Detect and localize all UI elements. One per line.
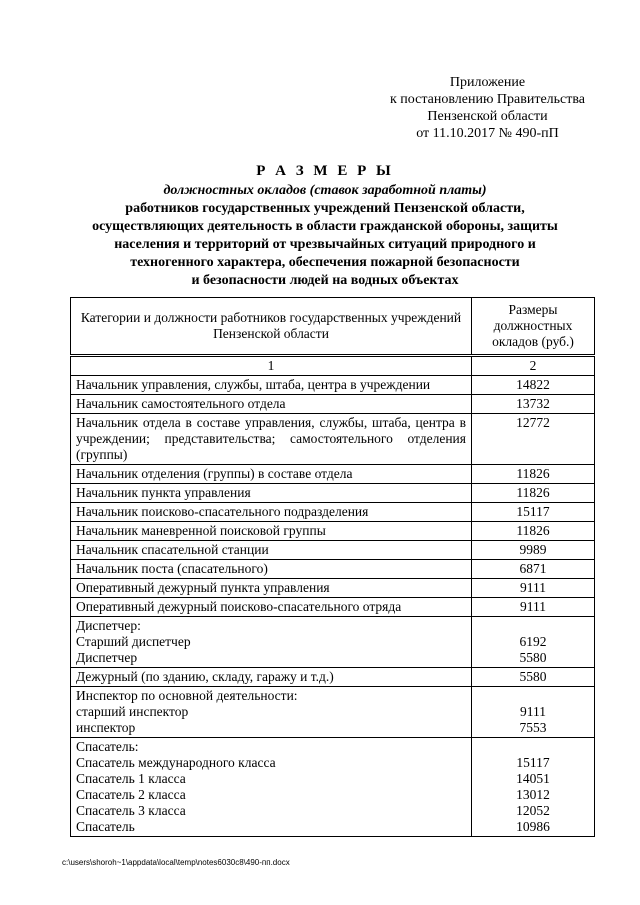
document-title <box>60 162 590 290</box>
table-row <box>71 395 595 414</box>
position-name: Начальник поисково-спасательного подразделения <box>71 503 472 522</box>
rescuer-item: Спасатель международного класса <box>76 755 276 770</box>
table-row <box>71 484 595 503</box>
title-sub-4: населения и территорий от чрезвычайных ситуаций природного и <box>114 237 536 252</box>
dispatcher-heading: Диспетчер: <box>76 618 141 633</box>
annex-line-1: Приложение <box>449 75 526 90</box>
salary-value: 9989 <box>472 541 595 560</box>
inspector-item: старший инспектор <box>76 704 189 719</box>
table-header-row <box>71 298 595 356</box>
position-name: Начальник самостоятельного отдела <box>71 395 472 414</box>
salary-table <box>70 297 595 837</box>
position-name: Начальник отделения (группы) в составе отдела <box>71 465 472 484</box>
rescuer-item: Спасатель 2 класса <box>76 787 186 802</box>
rescuer-value: 15117 <box>516 755 550 770</box>
rescuer-names <box>71 738 472 837</box>
position-name: Начальник поста (спасательного) <box>71 560 472 579</box>
salary-value: 9111 <box>472 579 595 598</box>
table-row <box>71 376 595 395</box>
position-name: Начальник управления, службы, штаба, центра в учреждении <box>71 376 472 395</box>
position-name: Начальник спасательной станции <box>71 541 472 560</box>
position-name: Оперативный дежурный пункта управления <box>71 579 472 598</box>
dispatcher-item: Диспетчер <box>76 650 138 665</box>
dispatcher-names <box>71 617 472 668</box>
numbering-col-1: 1 <box>71 356 472 376</box>
position-name: Начальник отдела в составе управления, службы, штаба, центра в учреждении; представительства; самостоятельного отделения (группы) <box>71 414 472 465</box>
table-row <box>71 503 595 522</box>
position-name: Дежурный (по зданию, складу, гаражу и т.д.) <box>71 668 472 687</box>
table-row-dispatcher <box>71 617 595 668</box>
rescuer-value: 10986 <box>516 819 550 834</box>
title-sub-3: осуществляющих деятельность в области гражданской обороны, защиты <box>92 219 558 234</box>
dispatcher-value: 6192 <box>519 634 547 649</box>
table-row <box>71 541 595 560</box>
salary-value: 12772 <box>472 414 595 465</box>
table-row <box>71 522 595 541</box>
annex-line-3: Пензенской области <box>427 109 548 124</box>
header-salary: Размеры должностных окладов (руб.) <box>472 298 595 356</box>
file-path-footer: c:\users\shoroh~1\appdata\local\temp\notes6030c8\490-пп.docx <box>62 858 290 867</box>
annex-line-4: от 11.10.2017 № 490-пП <box>416 126 559 141</box>
title-sub-1: должностных окладов (ставок заработной платы) <box>163 183 487 198</box>
inspector-heading: Инспектор по основной деятельности: <box>76 688 298 703</box>
table-row-inspector <box>71 687 595 738</box>
title-sub-6: и безопасности людей на водных объектах <box>191 273 459 288</box>
dispatcher-item: Старший диспетчер <box>76 634 191 649</box>
table-row-rescuer <box>71 738 595 837</box>
table-row <box>71 560 595 579</box>
salary-value: 6871 <box>472 560 595 579</box>
numbering-row <box>71 356 595 376</box>
salary-value: 11826 <box>472 465 595 484</box>
rescuer-item: Спасатель <box>76 819 135 834</box>
salary-value: 11826 <box>472 522 595 541</box>
salary-value: 13732 <box>472 395 595 414</box>
salary-value: 9111 <box>472 598 595 617</box>
dispatcher-value: 5580 <box>519 650 547 665</box>
title-sub-2: работников государственных учреждений Пензенской области, <box>125 201 525 216</box>
table-row <box>71 465 595 484</box>
salary-value: 14822 <box>472 376 595 395</box>
inspector-names <box>71 687 472 738</box>
position-name: Оперативный дежурный поисково-спасательного отряда <box>71 598 472 617</box>
rescuer-value: 12052 <box>516 803 550 818</box>
annex-block <box>380 74 595 142</box>
salary-value: 15117 <box>472 503 595 522</box>
position-name: Начальник пункта управления <box>71 484 472 503</box>
position-name: Начальник маневренной поисковой группы <box>71 522 472 541</box>
salary-value: 11826 <box>472 484 595 503</box>
inspector-item: инспектор <box>76 720 136 735</box>
rescuer-values <box>472 738 595 837</box>
numbering-col-2: 2 <box>472 356 595 376</box>
title-main: Р А З М Е Р Ы <box>256 163 394 179</box>
dispatcher-values <box>472 617 595 668</box>
inspector-value: 9111 <box>520 704 546 719</box>
rescuer-value: 13012 <box>516 787 550 802</box>
salary-value: 5580 <box>472 668 595 687</box>
table-row <box>71 579 595 598</box>
rescuer-heading: Спасатель: <box>76 739 139 754</box>
table-row <box>71 668 595 687</box>
rescuer-value: 14051 <box>516 771 550 786</box>
title-sub-5: техногенного характера, обеспечения пожарной безопасности <box>130 255 520 270</box>
rescuer-item: Спасатель 1 класса <box>76 771 186 786</box>
header-categories: Категории и должности работников государственных учреждений Пензенской области <box>71 298 472 356</box>
inspector-values <box>472 687 595 738</box>
table-row <box>71 598 595 617</box>
annex-line-2: к постановлению Правительства <box>389 92 586 107</box>
rescuer-item: Спасатель 3 класса <box>76 803 186 818</box>
inspector-value: 7553 <box>519 720 547 735</box>
table-row <box>71 414 595 465</box>
